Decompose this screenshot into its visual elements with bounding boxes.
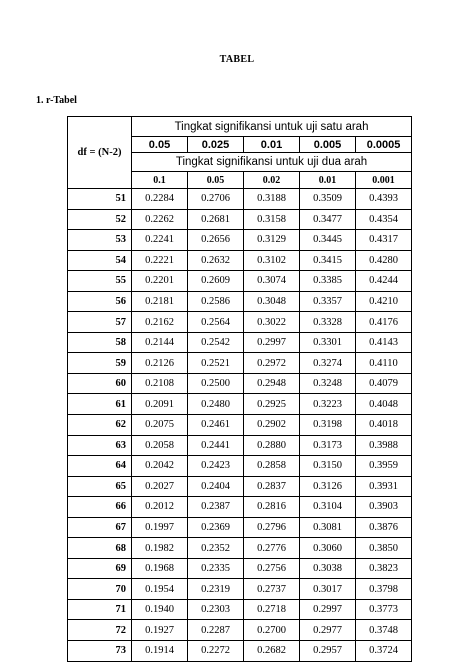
r-value-cell: 0.3509 bbox=[300, 189, 356, 210]
df-cell: 63 bbox=[68, 435, 132, 456]
r-value-cell: 0.1927 bbox=[132, 620, 188, 641]
r-table-body bbox=[68, 117, 412, 662]
two-tailed-level: 0.001 bbox=[356, 172, 412, 189]
df-cell: 62 bbox=[68, 415, 132, 436]
r-value-cell: 0.2902 bbox=[244, 415, 300, 436]
r-value-cell: 0.2925 bbox=[244, 394, 300, 415]
r-value-cell: 0.3773 bbox=[356, 599, 412, 620]
r-value-cell: 0.3301 bbox=[300, 332, 356, 353]
table-row bbox=[68, 435, 412, 456]
df-cell: 55 bbox=[68, 271, 132, 292]
table-row bbox=[68, 189, 412, 210]
r-value-cell: 0.2816 bbox=[244, 497, 300, 518]
one-tailed-level: 0.005 bbox=[300, 137, 356, 153]
r-value-cell: 0.2352 bbox=[188, 538, 244, 559]
table-row bbox=[68, 456, 412, 477]
r-value-cell: 0.3102 bbox=[244, 250, 300, 271]
r-value-cell: 0.2656 bbox=[188, 230, 244, 251]
r-value-cell: 0.3173 bbox=[300, 435, 356, 456]
header-row-one-tailed-title bbox=[68, 117, 412, 137]
r-value-cell: 0.3988 bbox=[356, 435, 412, 456]
table-row bbox=[68, 332, 412, 353]
r-value-cell: 0.2126 bbox=[132, 353, 188, 374]
r-value-cell: 0.4210 bbox=[356, 291, 412, 312]
r-value-cell: 0.2737 bbox=[244, 579, 300, 600]
table-row bbox=[68, 353, 412, 374]
r-value-cell: 0.2718 bbox=[244, 599, 300, 620]
r-value-cell: 0.1997 bbox=[132, 517, 188, 538]
r-value-cell: 0.3823 bbox=[356, 558, 412, 579]
r-value-cell: 0.3903 bbox=[356, 497, 412, 518]
table-row bbox=[68, 599, 412, 620]
table-row bbox=[68, 497, 412, 518]
df-cell: 73 bbox=[68, 641, 132, 662]
r-value-cell: 0.3150 bbox=[300, 456, 356, 477]
r-value-cell: 0.2144 bbox=[132, 332, 188, 353]
r-value-cell: 0.3060 bbox=[300, 538, 356, 559]
r-value-cell: 0.2700 bbox=[244, 620, 300, 641]
r-value-cell: 0.3223 bbox=[300, 394, 356, 415]
r-value-cell: 0.3158 bbox=[244, 209, 300, 230]
r-value-cell: 0.2564 bbox=[188, 312, 244, 333]
r-value-cell: 0.1914 bbox=[132, 641, 188, 662]
r-value-cell: 0.3876 bbox=[356, 517, 412, 538]
r-value-cell: 0.4110 bbox=[356, 353, 412, 374]
r-value-cell: 0.2858 bbox=[244, 456, 300, 477]
df-cell: 72 bbox=[68, 620, 132, 641]
table-row bbox=[68, 558, 412, 579]
r-value-cell: 0.1982 bbox=[132, 538, 188, 559]
r-value-cell: 0.3048 bbox=[244, 291, 300, 312]
r-value-cell: 0.2706 bbox=[188, 189, 244, 210]
r-value-cell: 0.2284 bbox=[132, 189, 188, 210]
df-cell: 70 bbox=[68, 579, 132, 600]
df-cell: 56 bbox=[68, 291, 132, 312]
r-value-cell: 0.3126 bbox=[300, 476, 356, 497]
r-value-cell: 0.2837 bbox=[244, 476, 300, 497]
r-value-cell: 0.2162 bbox=[132, 312, 188, 333]
df-cell: 60 bbox=[68, 373, 132, 394]
df-cell: 53 bbox=[68, 230, 132, 251]
r-value-cell: 0.2632 bbox=[188, 250, 244, 271]
r-value-cell: 0.2756 bbox=[244, 558, 300, 579]
r-value-cell: 0.3385 bbox=[300, 271, 356, 292]
table-row bbox=[68, 250, 412, 271]
r-value-cell: 0.3274 bbox=[300, 353, 356, 374]
two-tailed-level: 0.1 bbox=[132, 172, 188, 189]
two-tailed-level: 0.02 bbox=[244, 172, 300, 189]
r-value-cell: 0.3357 bbox=[300, 291, 356, 312]
r-value-cell: 0.4048 bbox=[356, 394, 412, 415]
table-row bbox=[68, 271, 412, 292]
r-value-cell: 0.3081 bbox=[300, 517, 356, 538]
r-value-cell: 0.2972 bbox=[244, 353, 300, 374]
two-tailed-level: 0.01 bbox=[300, 172, 356, 189]
df-cell: 68 bbox=[68, 538, 132, 559]
two-tailed-title: Tingkat signifikansi untuk uji dua arah bbox=[132, 153, 412, 172]
one-tailed-level: 0.05 bbox=[132, 137, 188, 153]
r-value-cell: 0.2272 bbox=[188, 641, 244, 662]
r-value-cell: 0.2042 bbox=[132, 456, 188, 477]
df-cell: 64 bbox=[68, 456, 132, 477]
one-tailed-level: 0.01 bbox=[244, 137, 300, 153]
table-row bbox=[68, 538, 412, 559]
r-value-cell: 0.3445 bbox=[300, 230, 356, 251]
r-value-cell: 0.2108 bbox=[132, 373, 188, 394]
r-value-cell: 0.2957 bbox=[300, 641, 356, 662]
df-cell: 66 bbox=[68, 497, 132, 518]
r-value-cell: 0.2542 bbox=[188, 332, 244, 353]
r-value-cell: 0.2796 bbox=[244, 517, 300, 538]
df-cell: 52 bbox=[68, 209, 132, 230]
r-value-cell: 0.3798 bbox=[356, 579, 412, 600]
r-value-cell: 0.2181 bbox=[132, 291, 188, 312]
df-cell: 51 bbox=[68, 189, 132, 210]
table-row bbox=[68, 291, 412, 312]
table-row bbox=[68, 394, 412, 415]
r-value-cell: 0.4393 bbox=[356, 189, 412, 210]
df-cell: 71 bbox=[68, 599, 132, 620]
table-row bbox=[68, 209, 412, 230]
r-value-cell: 0.4317 bbox=[356, 230, 412, 251]
df-cell: 58 bbox=[68, 332, 132, 353]
r-value-cell: 0.2948 bbox=[244, 373, 300, 394]
r-value-cell: 0.4079 bbox=[356, 373, 412, 394]
r-value-cell: 0.2058 bbox=[132, 435, 188, 456]
r-value-cell: 0.4176 bbox=[356, 312, 412, 333]
df-cell: 59 bbox=[68, 353, 132, 374]
r-value-cell: 0.2776 bbox=[244, 538, 300, 559]
r-value-cell: 0.2012 bbox=[132, 497, 188, 518]
r-value-cell: 0.2287 bbox=[188, 620, 244, 641]
df-cell: 67 bbox=[68, 517, 132, 538]
r-value-cell: 0.2681 bbox=[188, 209, 244, 230]
df-cell: 69 bbox=[68, 558, 132, 579]
r-value-cell: 0.4018 bbox=[356, 415, 412, 436]
r-value-cell: 0.3415 bbox=[300, 250, 356, 271]
section-heading: 1. r-Tabel bbox=[36, 95, 77, 106]
r-value-cell: 0.2201 bbox=[132, 271, 188, 292]
r-value-cell: 0.2221 bbox=[132, 250, 188, 271]
r-value-cell: 0.2262 bbox=[132, 209, 188, 230]
r-value-cell: 0.2241 bbox=[132, 230, 188, 251]
r-value-cell: 0.3724 bbox=[356, 641, 412, 662]
r-value-cell: 0.2609 bbox=[188, 271, 244, 292]
one-tailed-title: Tingkat signifikansi untuk uji satu arah bbox=[132, 117, 412, 137]
r-value-cell: 0.2997 bbox=[300, 599, 356, 620]
r-value-cell: 0.3129 bbox=[244, 230, 300, 251]
r-value-cell: 0.3188 bbox=[244, 189, 300, 210]
r-value-cell: 0.3248 bbox=[300, 373, 356, 394]
r-value-cell: 0.3748 bbox=[356, 620, 412, 641]
r-value-cell: 0.2387 bbox=[188, 497, 244, 518]
two-tailed-level: 0.05 bbox=[188, 172, 244, 189]
r-value-cell: 0.3104 bbox=[300, 497, 356, 518]
df-cell: 54 bbox=[68, 250, 132, 271]
table-row bbox=[68, 415, 412, 436]
table-row bbox=[68, 641, 412, 662]
r-value-cell: 0.3959 bbox=[356, 456, 412, 477]
r-value-cell: 0.2441 bbox=[188, 435, 244, 456]
r-value-cell: 0.3850 bbox=[356, 538, 412, 559]
r-value-cell: 0.3022 bbox=[244, 312, 300, 333]
table-row bbox=[68, 517, 412, 538]
r-value-cell: 0.3017 bbox=[300, 579, 356, 600]
r-value-cell: 0.2461 bbox=[188, 415, 244, 436]
r-value-cell: 0.2423 bbox=[188, 456, 244, 477]
one-tailed-level: 0.0005 bbox=[356, 137, 412, 153]
r-table bbox=[67, 116, 412, 662]
r-value-cell: 0.3931 bbox=[356, 476, 412, 497]
r-value-cell: 0.1954 bbox=[132, 579, 188, 600]
table-row bbox=[68, 476, 412, 497]
table-row bbox=[68, 373, 412, 394]
r-value-cell: 0.2997 bbox=[244, 332, 300, 353]
r-value-cell: 0.2404 bbox=[188, 476, 244, 497]
r-value-cell: 0.2500 bbox=[188, 373, 244, 394]
r-value-cell: 0.2880 bbox=[244, 435, 300, 456]
r-value-cell: 0.2977 bbox=[300, 620, 356, 641]
table-row bbox=[68, 312, 412, 333]
one-tailed-level: 0.025 bbox=[188, 137, 244, 153]
page-title: TABEL bbox=[219, 54, 255, 65]
r-value-cell: 0.2091 bbox=[132, 394, 188, 415]
df-cell: 61 bbox=[68, 394, 132, 415]
r-value-cell: 0.1968 bbox=[132, 558, 188, 579]
r-value-cell: 0.3477 bbox=[300, 209, 356, 230]
r-value-cell: 0.2682 bbox=[244, 641, 300, 662]
r-value-cell: 0.4244 bbox=[356, 271, 412, 292]
r-value-cell: 0.2303 bbox=[188, 599, 244, 620]
r-value-cell: 0.2075 bbox=[132, 415, 188, 436]
table-row bbox=[68, 579, 412, 600]
r-value-cell: 0.2480 bbox=[188, 394, 244, 415]
r-value-cell: 0.4354 bbox=[356, 209, 412, 230]
table-row bbox=[68, 620, 412, 641]
r-value-cell: 0.3038 bbox=[300, 558, 356, 579]
r-value-cell: 0.2586 bbox=[188, 291, 244, 312]
df-cell: 57 bbox=[68, 312, 132, 333]
r-value-cell: 0.1940 bbox=[132, 599, 188, 620]
r-value-cell: 0.2521 bbox=[188, 353, 244, 374]
r-value-cell: 0.3074 bbox=[244, 271, 300, 292]
r-value-cell: 0.2369 bbox=[188, 517, 244, 538]
r-value-cell: 0.2027 bbox=[132, 476, 188, 497]
r-value-cell: 0.4280 bbox=[356, 250, 412, 271]
df-header: df = (N-2) bbox=[68, 117, 132, 189]
r-value-cell: 0.3328 bbox=[300, 312, 356, 333]
r-value-cell: 0.3198 bbox=[300, 415, 356, 436]
r-value-cell: 0.2319 bbox=[188, 579, 244, 600]
table-row bbox=[68, 230, 412, 251]
df-cell: 65 bbox=[68, 476, 132, 497]
r-value-cell: 0.2335 bbox=[188, 558, 244, 579]
r-value-cell: 0.4143 bbox=[356, 332, 412, 353]
